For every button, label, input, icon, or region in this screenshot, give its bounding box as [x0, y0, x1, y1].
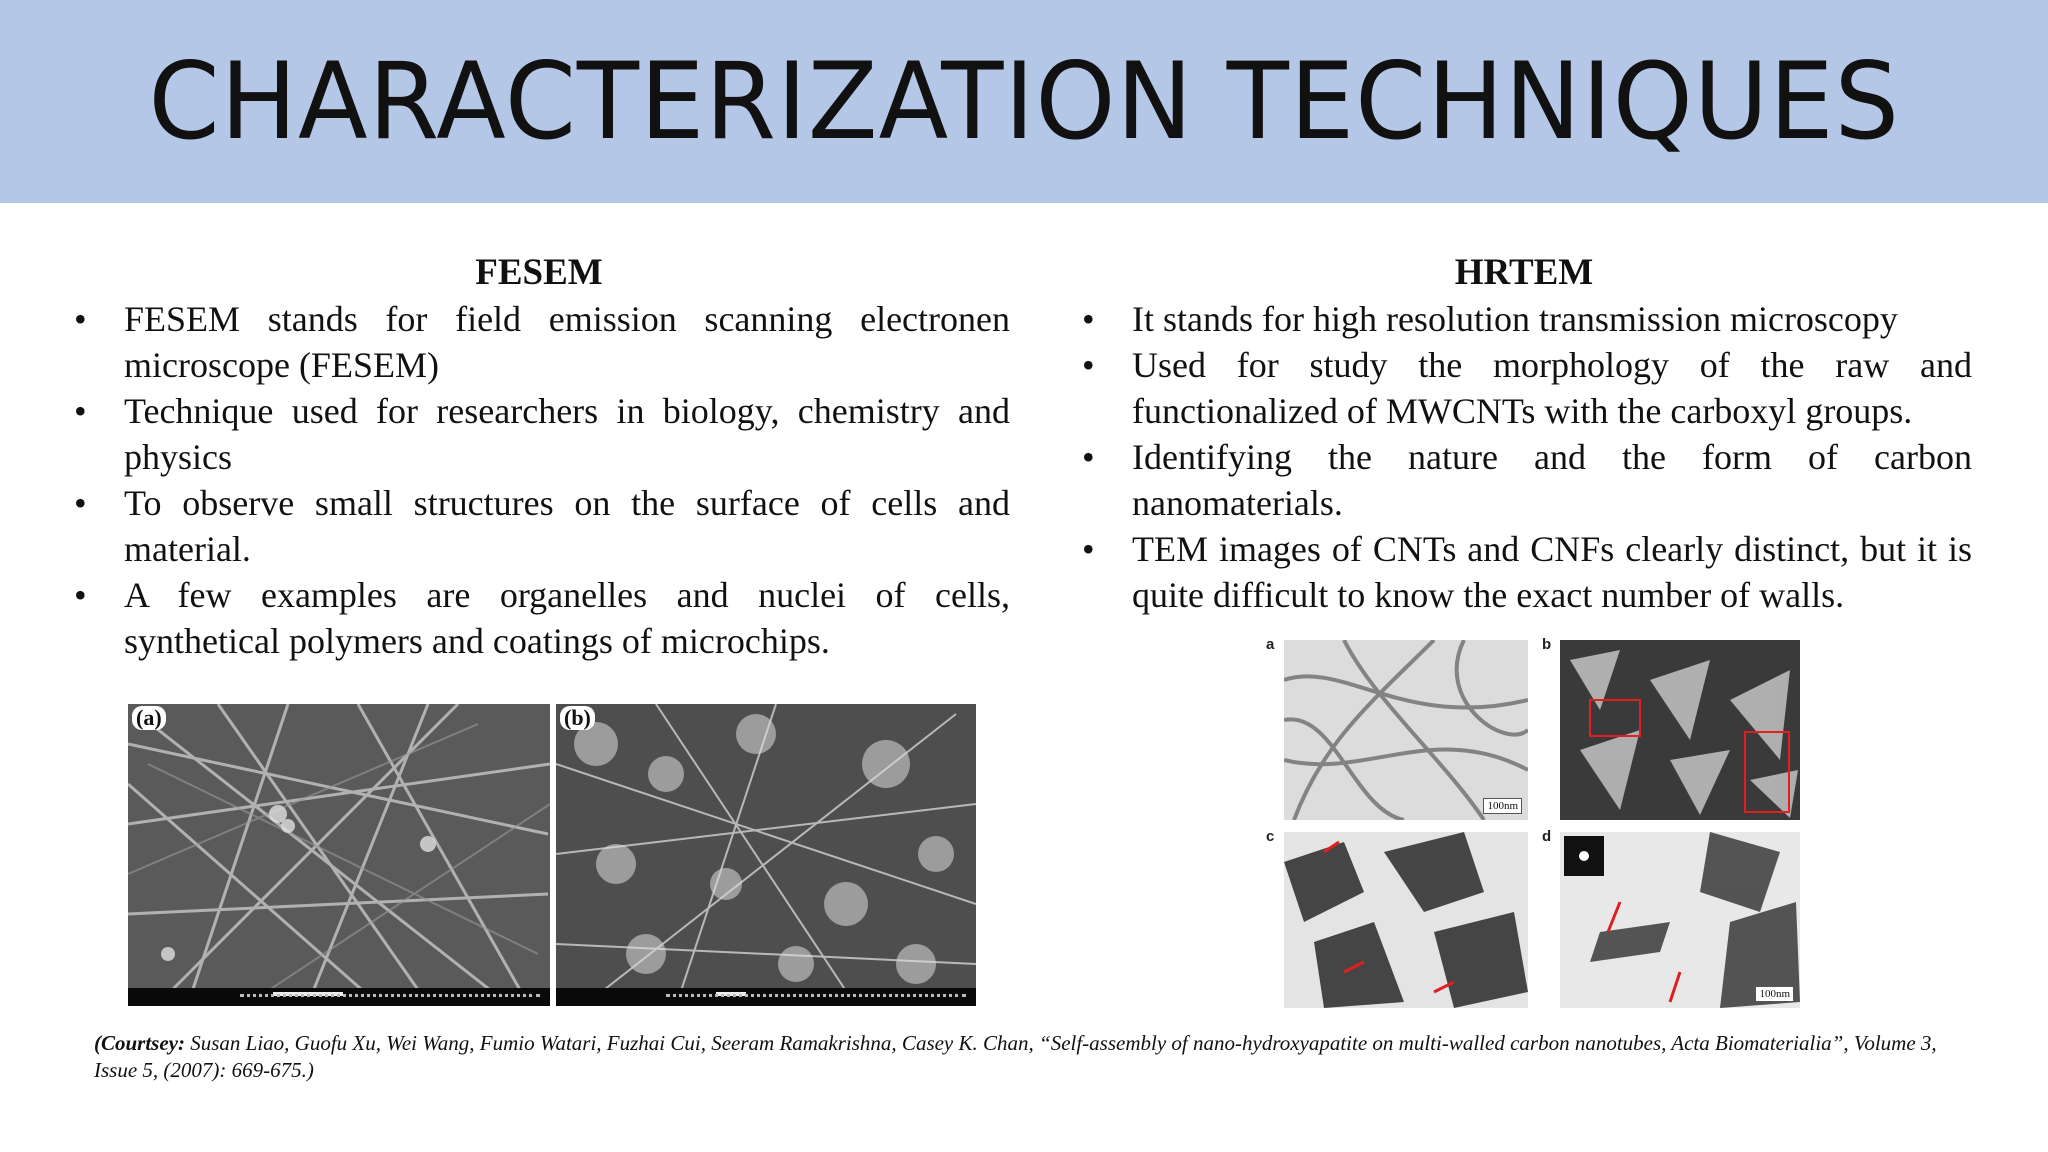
hrtem-scale-a: 100nm	[1483, 798, 1522, 814]
fesem-bullet: • Technique used for researchers in biology, chemistry and physics	[68, 388, 1010, 480]
hrtem-bullet: • It stands for high resolution transmission microscopy	[1076, 296, 1972, 342]
citation-text: Susan Liao, Guofu Xu, Wei Wang, Fumio Watari, Fuzhai Cui, Seeram Ramakrishna, Casey K. Chan, “Self-assembly of nano-hydroxyapatite on multi-walled carbon nanotubes, Acta Biomaterialia”, Volume 3, Issue 5, (2007): 669-675.)	[94, 1031, 1937, 1082]
fesem-bullet: • A few examples are organelles and nuclei of cells, synthetical polymers and coatings of microchips.	[68, 572, 1010, 664]
hrtem-heading: HRTEM	[1454, 252, 1594, 293]
hrtem-label-b: b	[1542, 636, 1552, 653]
fesem-bullet-list	[68, 296, 1010, 664]
citation	[94, 1030, 1954, 1084]
hrtem-nanotubes-image-a	[1284, 640, 1528, 820]
hrtem-sem-image-b	[1560, 640, 1800, 820]
hrtem-panel-c	[1284, 832, 1528, 1008]
hrtem-bullet-list	[1076, 296, 1972, 618]
fesem-bullet: • FESEM stands for field emission scanning electronen microscope (FESEM)	[68, 296, 1010, 388]
fesem-heading: FESEM	[475, 252, 603, 293]
hrtem-micrograph-figure	[1260, 636, 1800, 1010]
fesem-column	[68, 250, 1010, 664]
hrtem-label-c: c	[1266, 828, 1275, 845]
hrtem-tem-image-d	[1560, 832, 1800, 1008]
fesem-fibers-image-b	[556, 704, 976, 1006]
hrtem-tem-image-c	[1284, 832, 1528, 1008]
hrtem-scale-d: 100nm	[1755, 986, 1794, 1002]
hrtem-panel-a	[1284, 640, 1528, 820]
hrtem-column	[1076, 250, 1972, 618]
citation-prefix: (Courtsey:	[94, 1031, 185, 1055]
hrtem-label-a: a	[1266, 636, 1275, 653]
hrtem-bullet: • TEM images of CNTs and CNFs clearly distinct, but it is quite difficult to know the exact number of walls.	[1076, 526, 1972, 618]
fesem-bullet: • To observe small structures on the surface of cells and material.	[68, 480, 1010, 572]
hrtem-bullet: • Identifying the nature and the form of carbon nanomaterials.	[1076, 434, 1972, 526]
fesem-panel-a-label: (a)	[132, 706, 166, 730]
fesem-panel-a	[128, 704, 550, 1006]
fesem-panel-b	[556, 704, 976, 1006]
fesem-micrograph-figure	[128, 704, 976, 1006]
fesem-info-bar-b	[556, 988, 976, 1006]
slide-title: CHARACTERIZATION TECHNIQUES	[148, 39, 1900, 163]
fesem-panel-b-label: (b)	[560, 706, 595, 730]
hrtem-bullet: • Used for study the morphology of the raw and functionalized of MWCNTs with the carboxyl groups.	[1076, 342, 1972, 434]
fesem-info-bar-a	[128, 988, 550, 1006]
hrtem-panel-d	[1560, 832, 1800, 1008]
fesem-fibers-image-a	[128, 704, 550, 1006]
hrtem-label-d: d	[1542, 828, 1552, 845]
hrtem-panel-b	[1560, 640, 1800, 820]
title-band	[0, 0, 2048, 203]
